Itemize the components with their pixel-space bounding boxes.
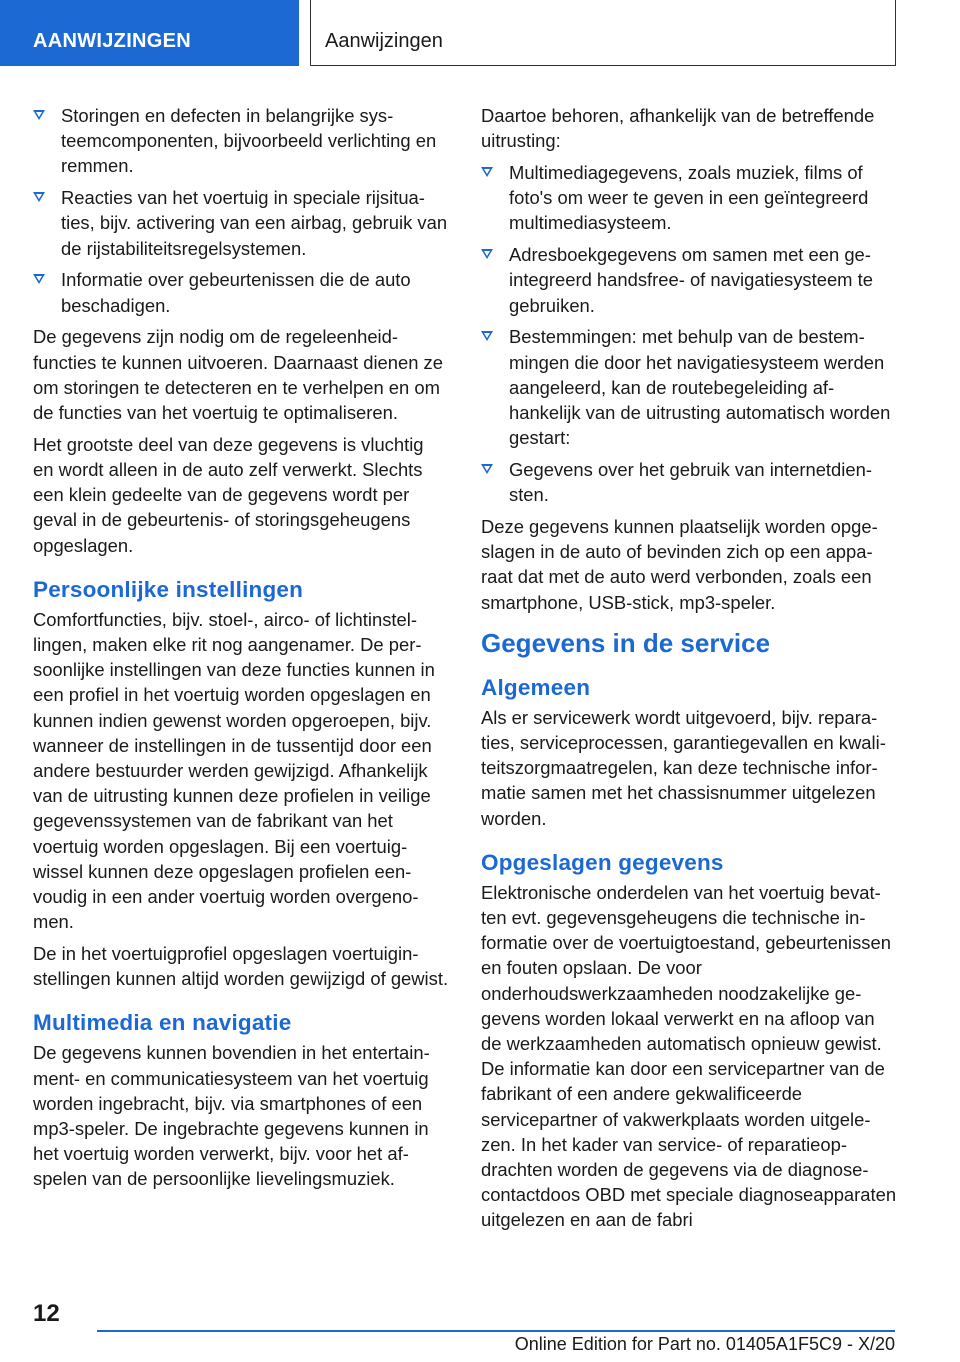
paragraph: Daartoe behoren, afhankelijk van de betreffende uitrusting: [481,105,875,152]
list-item-text: Reacties van het voertuig in speciale rijsituaties, bijv. activering van een airbag, gebruik van de rijstabiliteitsregelsystemen. [61,187,448,259]
triangle-bullet-icon [33,274,45,284]
heading-algemeen: Algemeen [481,674,591,700]
left-column [33,103,449,1198]
heading-persoonlijke-instellingen: Persoonlijke instellingen [33,576,304,602]
paragraph: De gegevens zijn nodig om de regeleenheidfuncties te kunnen uitvoeren. Daarnaast dienen ze om storingen te detecteren en te verhelpen en om de functies van het voertuig te optimaliseren. [33,326,443,424]
triangle-bullet-icon [481,249,493,259]
triangle-bullet-icon [481,464,493,474]
list-item-text: Multimediagegevens, zoals muziek, films of foto's om weer te geven in een geïntegreerd multimediasysteem. [509,162,869,234]
paragraph: Comfortfuncties, bijv. stoel-, airco- of lichtinstellingen, maken elke rit nog aangenamer. De persoonlijke instellingen van deze functies kunnen in een profiel in het voertuig worden opgeslagen en kunnen indien gewenst worden opgeroepen, bijv. wanneer de instellingen in de tussentijd door een andere bestuurder werden gewijzigd. Afhankelijk van de uitrusting kunnen deze profielen in veilige gegevenssystemen van de fabrikant van het voertuig worden opgeslagen. Bij een voertuigwissel kunnen deze opgeslagen profielen eenvoudig in een ander voertuig worden overgenomen. [33,608,435,933]
heading-gegevens-in-de-service: Gegevens in de service [481,627,771,658]
triangle-bullet-icon [481,331,493,341]
list-item-text: Adresboekgegevens om samen met een geintegreerd handsfree- of navigatiesysteem te gebruiken. [509,244,873,316]
paragraph: De in het voertuigprofiel opgeslagen voertuiginstellingen kunnen altijd worden gewijzigd of gewist. [33,943,449,990]
list-item [33,267,449,317]
list-item [481,242,897,318]
heading-opgeslagen-gegevens: Opgeslagen gegevens [481,849,724,875]
footer-divider [97,1330,895,1332]
list-item-text: Informatie over gebeurtenissen die de auto beschadigen. [61,269,411,316]
list-item [481,324,897,450]
list-item [481,457,897,507]
heading-multimedia-en-navigatie: Multimedia en navigatie [33,1010,292,1036]
list-item [481,160,897,236]
list-item [33,103,449,179]
paragraph: Het grootste deel van deze gegevens is vluchtig en wordt alleen in de auto zelf verwerkt. Slechts een klein gedeelte van de gegevens wordt per geval in de gebeurtenis- of storingsgeheugens opgeslagen. [33,433,424,556]
section-tab: AANWIJZINGEN [0,0,299,66]
page-header-title: Aanwijzingen [310,0,896,66]
paragraph: Deze gegevens kunnen plaatselijk worden opgeslagen in de auto of bevinden zich op een apparaat dat met de auto werd verbonden, zoals een smartphone, USB-stick, mp3-speler. [481,516,878,613]
footer-edition: Online Edition for Part no. 01405A1F5C9 - X/20 [514,1334,895,1354]
paragraph: De gegevens kunnen bovendien in het entertainment- en communicatiesysteem van het voertuig worden ingebracht, bijv. via smartphones of een mp3-speler. De ingebrachte gegevens kunnen in het voertuig worden verwerkt, bijv. voor het afspelen van de persoonlijke lievelingsmuziek. [33,1042,430,1190]
paragraph: Elektronische onderdelen van het voertuig bevatten evt. gegevensgeheugens die technische informatie over de voertuigtoestand, gebeurtenissen en fouten opslaan. De voor onderhoudswerkzaamheden noodzakelijke gegevens worden lokaal verwerkt en na afloop van de werkzaamheden automatisch opnieuw gewist. De informatie kan door een servicepartner van de fabrikant of een andere gekwalificeerde servicepartner of vakwerkplaats worden uitgelezen. In het kader van service- of reparatieopdrachten worden de gegevens via de diagnosecontactdoos OBD met speciale diagnoseapparaten uitgelezen en aan de fabri [481,881,897,1231]
paragraph: Als er servicewerk wordt uitgevoerd, bijv. reparaties, serviceprocessen, garantiegevallen en kwaliteitszorgmaatregelen, kan deze technische informatie samen met het chassisnummer uitgelezen worden. [481,706,886,829]
list-item [33,185,449,261]
list-item-text: Storingen en defecten in belangrijke systeemcomponenten, bijvoorbeeld verlichting en remmen. [61,105,437,177]
triangle-bullet-icon [481,167,493,177]
right-column [481,103,897,1239]
list-item-text: Gegevens over het gebruik van internetdiensten. [509,459,872,506]
triangle-bullet-icon [33,192,45,202]
page-number: 12 [33,1300,60,1327]
list-item-text: Bestemmingen: met behulp van de bestemmingen die door het navigatiesysteem werden aangeleerd, kan de routebegeleiding afhankelijk van de uitrusting automatisch worden gestart: [509,326,891,449]
triangle-bullet-icon [33,110,45,120]
